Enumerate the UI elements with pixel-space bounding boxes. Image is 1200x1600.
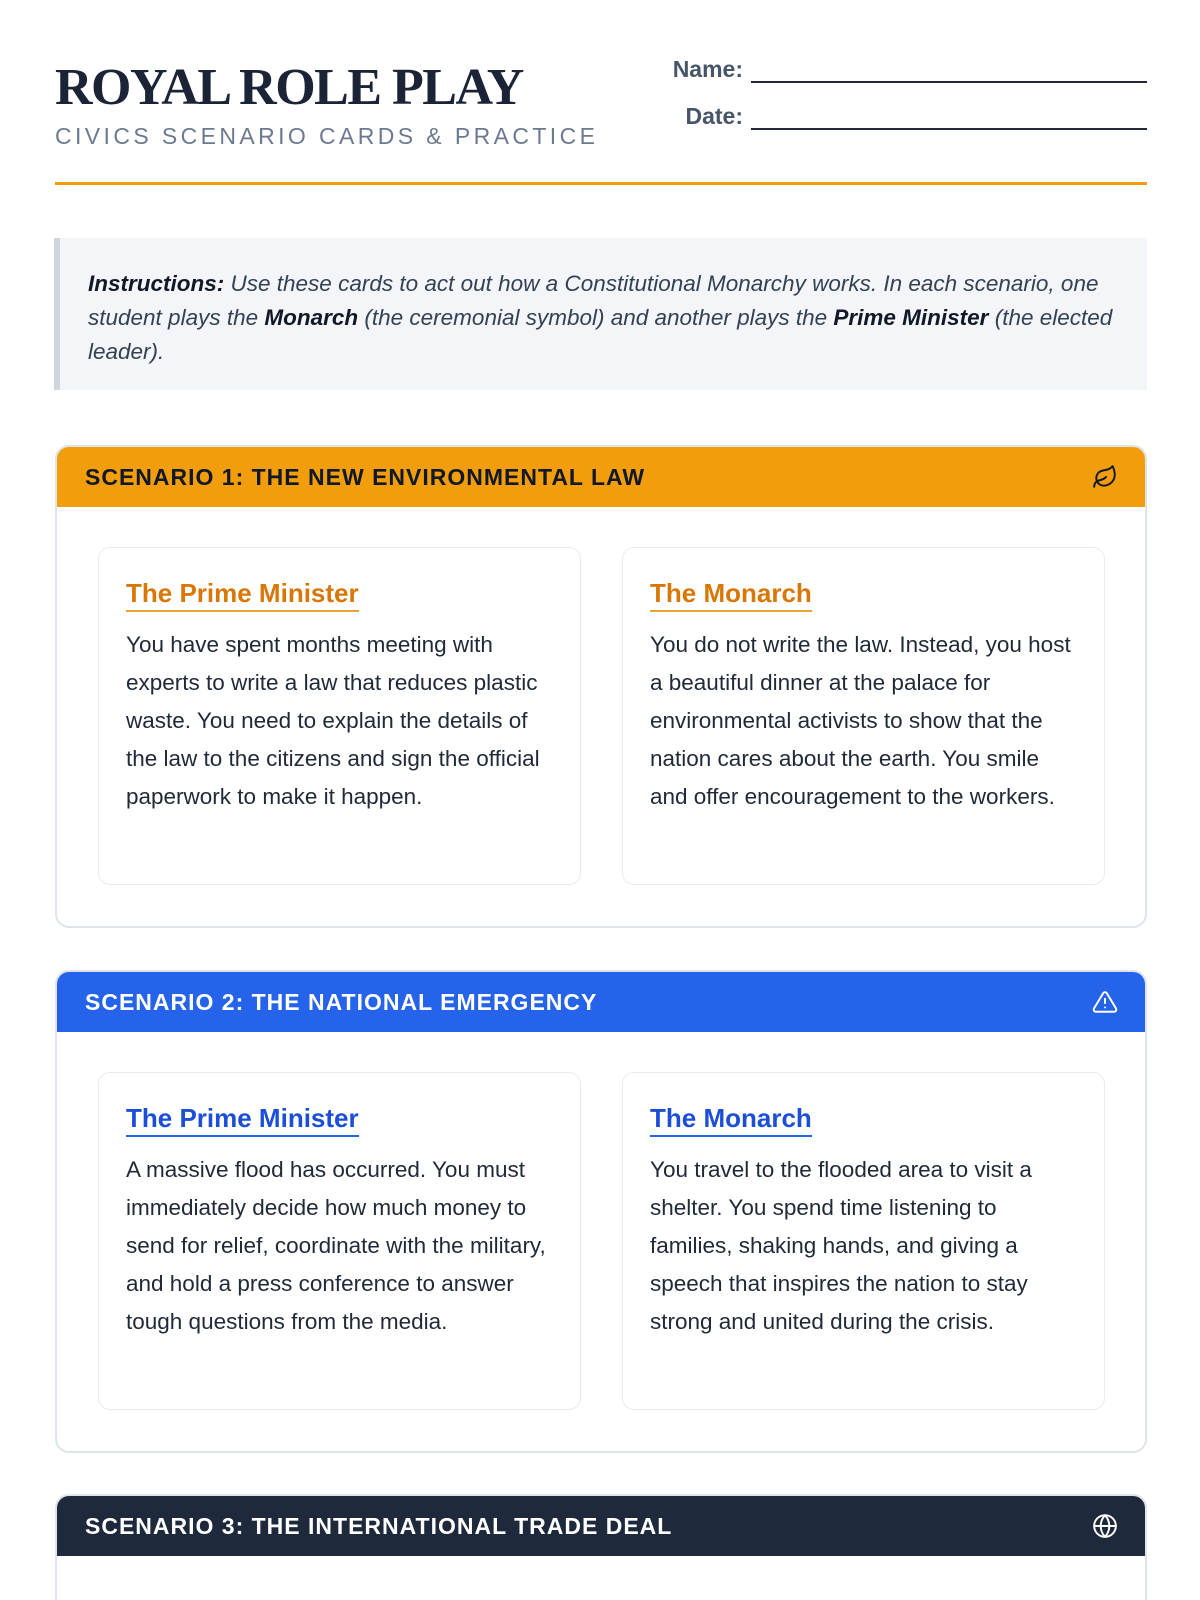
role-title: The Prime Minister <box>126 578 359 612</box>
instructions-pm: Prime Minister <box>833 305 989 330</box>
date-field[interactable] <box>685 103 1147 130</box>
scenario-title: SCENARIO 2: THE NATIONAL EMERGENCY <box>85 988 598 1015</box>
role-card-prime-minister <box>98 1072 581 1410</box>
name-field[interactable] <box>673 56 1147 83</box>
instructions-monarch: Monarch <box>264 305 359 330</box>
scenario-header <box>57 972 1145 1032</box>
page-title: ROYAL ROLE PLAY <box>55 59 523 116</box>
role-card-monarch <box>622 1072 1105 1410</box>
page-subtitle: CIVICS SCENARIO CARDS & PRACTICE <box>55 123 599 149</box>
scenario-header <box>57 447 1145 507</box>
scenario-header <box>57 1496 1145 1556</box>
role-card-monarch <box>622 547 1105 885</box>
role-title: The Monarch <box>650 578 812 612</box>
role-text: You travel to the flooded area to visit a shelter. You spend time listening to families, shaking hands, and giving a speech that inspires the nation to stay strong and united during the crisis. <box>650 1157 1032 1334</box>
role-text: A massive flood has occurred. You must immediately decide how much money to send for relief, coordinate with the military, and hold a press conference to answer tough questions from the media. <box>126 1157 546 1334</box>
instructions-lead: Instructions: <box>88 271 225 296</box>
scenario-card-3 <box>55 1494 1147 1600</box>
role-title: The Monarch <box>650 1103 812 1137</box>
scenario-card-1 <box>55 445 1147 928</box>
scenario-title: SCENARIO 3: THE INTERNATIONAL TRADE DEAL <box>85 1512 673 1539</box>
name-line[interactable] <box>751 63 1147 83</box>
globe-icon <box>1091 1512 1119 1540</box>
role-card-prime-minister <box>98 547 581 885</box>
instructions-box <box>54 238 1147 390</box>
role-text: You have spent months meeting with experts to write a law that reduces plastic waste. You need to explain the details of the law to the citizens and sign the official paperwork to make it happen. <box>126 632 540 809</box>
date-line[interactable] <box>751 110 1147 130</box>
instructions-text-1: Use these cards to act out how a Constitutional Monarchy works. In each scenario, one student plays the <box>88 271 1099 330</box>
instructions-text-3: (the elected leader). <box>88 305 1113 364</box>
date-label: Date: <box>685 103 743 129</box>
scenario-title: SCENARIO 1: THE NEW ENVIRONMENTAL LAW <box>85 463 646 490</box>
warning-icon <box>1091 988 1119 1016</box>
role-title: The Prime Minister <box>126 1103 359 1137</box>
instructions-text-2: (the ceremonial symbol) and another plays the <box>358 305 834 330</box>
name-label: Name: <box>672 56 743 82</box>
scenario-card-2 <box>55 970 1147 1453</box>
page-header <box>55 0 1147 185</box>
role-text: You do not write the law. Instead, you host a beautiful dinner at the palace for environmental activists to show that the nation cares about the earth. You smile and offer encouragement to the workers. <box>650 632 1071 809</box>
leaf-icon <box>1091 463 1119 491</box>
